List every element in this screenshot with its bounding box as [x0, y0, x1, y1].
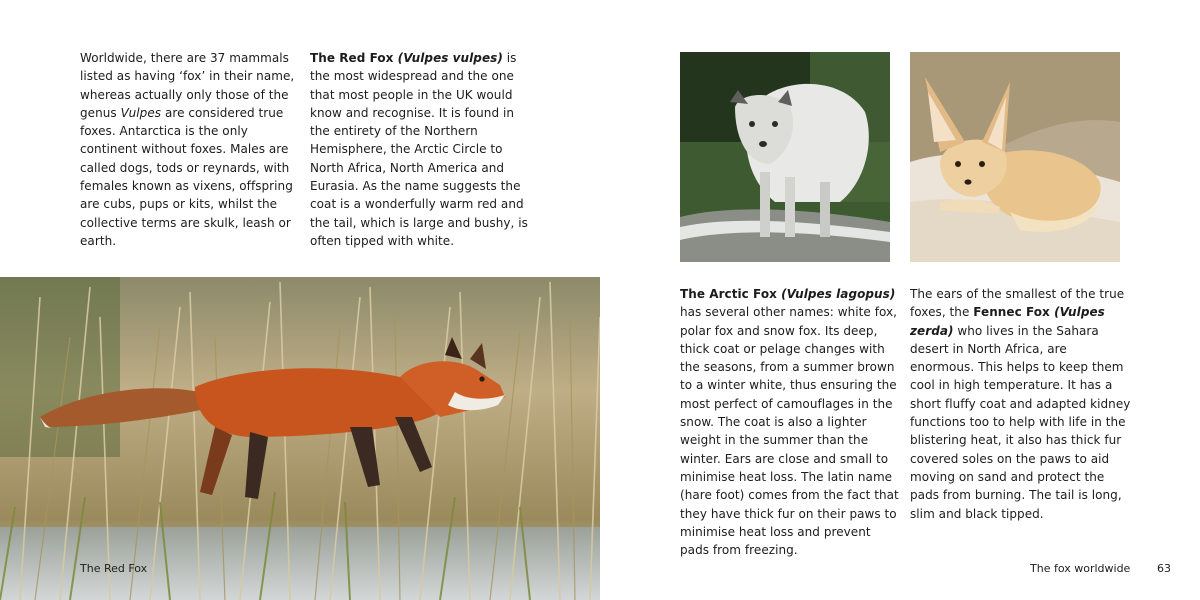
fennec-text-1: The ears of the smallest of the true foxes, the: [910, 287, 1125, 320]
fennec-text-2: who lives in the Sahara desert in North Africa, are enormous. This helps to keep them cool in high temperature. It has a short fluffy coat and adapted kidney functions too to help with life in the blistering heat, it also has thick fur covered soles on the paws to aid moving on sand and protect the pads from burning. The tail is long, slim and black tipped.: [910, 323, 1131, 521]
intro-text-2: are considered true foxes. Antarctica is the only continent without foxes. Males are called dogs, tods or reynards, with females known as vixens, offspring are cubs, pups or kits, whilst the collective terms are skulk, leash or earth.: [80, 105, 293, 248]
arctic-fox-text: has several other names: white fox, polar fox and snow fox. Its deep, thick coat or pelage changes with the seasons, from a summer brown to a winter white, thus ensuring the most perfect of camouflages in the snow. The coat is also a lighter weight in the summer than the winter. Ears are close and small to minimise heat loss. The latin name (hare foot) comes from the fact that they have thick fur on their paws to minimise heat loss and prevent pads from freezing.: [680, 305, 899, 558]
arctic-fox-photo: [680, 52, 890, 262]
red-fox-photo: [0, 277, 600, 600]
intro-text-1: Worldwide, there are 37 mammals listed as having ‘fox’ in their name, whereas actually only those of the genus: [80, 51, 295, 120]
fennec-fox-photo: [910, 52, 1120, 262]
red-fox-latin: (Vulpes vulpes): [397, 51, 503, 65]
arctic-fox-paragraph: [680, 285, 902, 559]
running-footer: The fox worldwide: [1030, 562, 1131, 575]
fennec-fox-illustration: [910, 52, 1120, 262]
genus-vulpes: Vulpes: [120, 105, 162, 120]
red-fox-paragraph: [310, 49, 532, 250]
red-fox-caption: The Red Fox: [80, 562, 148, 575]
red-fox-name: The Red Fox: [310, 51, 398, 65]
fennec-fox-name: Fennec Fox: [973, 305, 1055, 320]
arctic-fox-latin: (Vulpes lagopus): [781, 287, 896, 301]
arctic-fox-illustration: [680, 52, 890, 262]
intro-paragraph: [80, 49, 302, 250]
page-number: 63: [1157, 562, 1171, 575]
fennec-fox-latin: (Vulpes zerda): [910, 305, 1105, 338]
fennec-fox-paragraph: [910, 285, 1132, 523]
red-fox-text: is the most widespread and the one that most people in the UK would know and recognise. It is found in the entirety of the Northern Hemisphere, the Arctic Circle to North Africa, North America and Eurasia. As the name suggests the coat is a wonderfully warm red and the tail, which is large and bushy, is often tipped with white.: [310, 51, 528, 248]
red-fox-illustration: [0, 277, 600, 600]
arctic-fox-name: The Arctic Fox: [680, 287, 782, 301]
